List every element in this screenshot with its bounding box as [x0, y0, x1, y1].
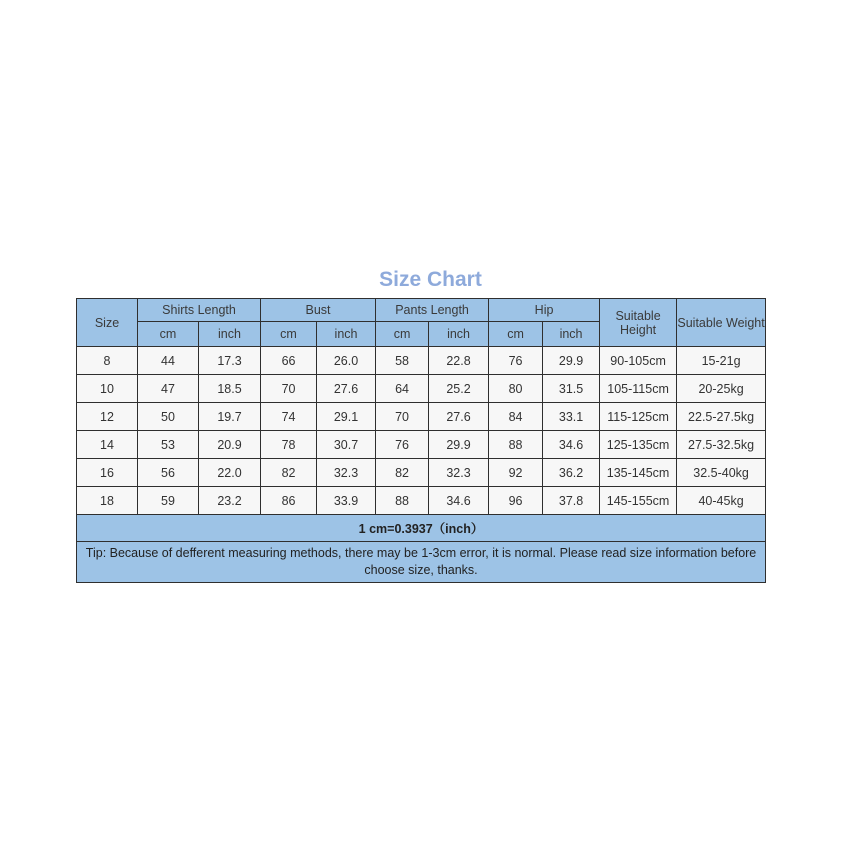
- cell-pants-inch: 22.8: [429, 347, 489, 375]
- cell-bust-cm: 78: [261, 431, 317, 459]
- cell-shirts-cm: 47: [138, 375, 199, 403]
- unit-inch: inch: [429, 322, 489, 347]
- cell-shirts-cm: 56: [138, 459, 199, 487]
- cell-pants-cm: 76: [376, 431, 429, 459]
- table-row: [77, 375, 766, 403]
- cell-pants-cm: 82: [376, 459, 429, 487]
- cell-height: 145-155cm: [600, 487, 677, 515]
- page-title: Size Chart: [379, 268, 482, 291]
- header-suitable-height: Suitable Height: [600, 299, 677, 347]
- cell-shirts-cm: 44: [138, 347, 199, 375]
- cell-bust-cm: 82: [261, 459, 317, 487]
- cell-shirts-inch: 20.9: [199, 431, 261, 459]
- cell-pants-inch: 34.6: [429, 487, 489, 515]
- cell-hip-cm: 88: [489, 431, 543, 459]
- unit-cm: cm: [376, 322, 429, 347]
- cell-pants-inch: 32.3: [429, 459, 489, 487]
- cell-shirts-inch: 19.7: [199, 403, 261, 431]
- cell-weight: 22.5-27.5kg: [677, 403, 766, 431]
- conversion-row: [77, 515, 766, 542]
- cell-weight: 32.5-40kg: [677, 459, 766, 487]
- size-chart-table: [76, 298, 766, 583]
- table-row: [77, 403, 766, 431]
- conversion-note: 1 cm=0.3937（inch）: [77, 515, 766, 542]
- cell-weight: 27.5-32.5kg: [677, 431, 766, 459]
- cell-hip-cm: 76: [489, 347, 543, 375]
- cell-height: 105-115cm: [600, 375, 677, 403]
- header-row-groups: [77, 299, 766, 322]
- cell-size: 10: [77, 375, 138, 403]
- table-row: [77, 487, 766, 515]
- cell-shirts-inch: 18.5: [199, 375, 261, 403]
- cell-pants-inch: 29.9: [429, 431, 489, 459]
- header-suitable-weight: Suitable Weight: [677, 299, 766, 347]
- cell-pants-cm: 58: [376, 347, 429, 375]
- cell-hip-inch: 29.9: [543, 347, 600, 375]
- cell-pants-cm: 64: [376, 375, 429, 403]
- cell-shirts-inch: 22.0: [199, 459, 261, 487]
- cell-hip-inch: 31.5: [543, 375, 600, 403]
- cell-pants-inch: 25.2: [429, 375, 489, 403]
- unit-cm: cm: [489, 322, 543, 347]
- unit-cm: cm: [138, 322, 199, 347]
- header-shirts-length: Shirts Length: [138, 299, 261, 322]
- cell-size: 8: [77, 347, 138, 375]
- cell-shirts-cm: 50: [138, 403, 199, 431]
- cell-hip-cm: 84: [489, 403, 543, 431]
- cell-height: 115-125cm: [600, 403, 677, 431]
- cell-shirts-inch: 17.3: [199, 347, 261, 375]
- cell-bust-cm: 70: [261, 375, 317, 403]
- cell-pants-inch: 27.6: [429, 403, 489, 431]
- cell-weight: 15-21g: [677, 347, 766, 375]
- header-size: Size: [77, 299, 138, 347]
- header-bust: Bust: [261, 299, 376, 322]
- cell-bust-cm: 86: [261, 487, 317, 515]
- cell-hip-cm: 80: [489, 375, 543, 403]
- cell-size: 16: [77, 459, 138, 487]
- cell-hip-inch: 37.8: [543, 487, 600, 515]
- cell-height: 90-105cm: [600, 347, 677, 375]
- cell-shirts-inch: 23.2: [199, 487, 261, 515]
- header-hip: Hip: [489, 299, 600, 322]
- cell-shirts-cm: 59: [138, 487, 199, 515]
- unit-inch: inch: [543, 322, 600, 347]
- cell-bust-inch: 27.6: [317, 375, 376, 403]
- cell-bust-inch: 26.0: [317, 347, 376, 375]
- cell-pants-cm: 70: [376, 403, 429, 431]
- cell-shirts-cm: 53: [138, 431, 199, 459]
- cell-size: 18: [77, 487, 138, 515]
- cell-pants-cm: 88: [376, 487, 429, 515]
- cell-bust-inch: 33.9: [317, 487, 376, 515]
- cell-hip-inch: 36.2: [543, 459, 600, 487]
- cell-height: 135-145cm: [600, 459, 677, 487]
- cell-bust-cm: 66: [261, 347, 317, 375]
- tip-note: Tip: Because of defferent measuring methods, there may be 1-3cm error, it is normal. Please read size information before choose size, thanks.: [77, 542, 766, 583]
- cell-height: 125-135cm: [600, 431, 677, 459]
- unit-inch: inch: [199, 322, 261, 347]
- tip-row: [77, 542, 766, 583]
- cell-bust-inch: 32.3: [317, 459, 376, 487]
- table-row: [77, 459, 766, 487]
- cell-hip-inch: 33.1: [543, 403, 600, 431]
- cell-bust-inch: 30.7: [317, 431, 376, 459]
- cell-weight: 20-25kg: [677, 375, 766, 403]
- cell-size: 14: [77, 431, 138, 459]
- table-row: [77, 431, 766, 459]
- cell-bust-inch: 29.1: [317, 403, 376, 431]
- header-pants-length: Pants Length: [376, 299, 489, 322]
- table-row: [77, 347, 766, 375]
- unit-inch: inch: [317, 322, 376, 347]
- cell-size: 12: [77, 403, 138, 431]
- cell-weight: 40-45kg: [677, 487, 766, 515]
- unit-cm: cm: [261, 322, 317, 347]
- cell-hip-cm: 92: [489, 459, 543, 487]
- cell-hip-inch: 34.6: [543, 431, 600, 459]
- cell-bust-cm: 74: [261, 403, 317, 431]
- cell-hip-cm: 96: [489, 487, 543, 515]
